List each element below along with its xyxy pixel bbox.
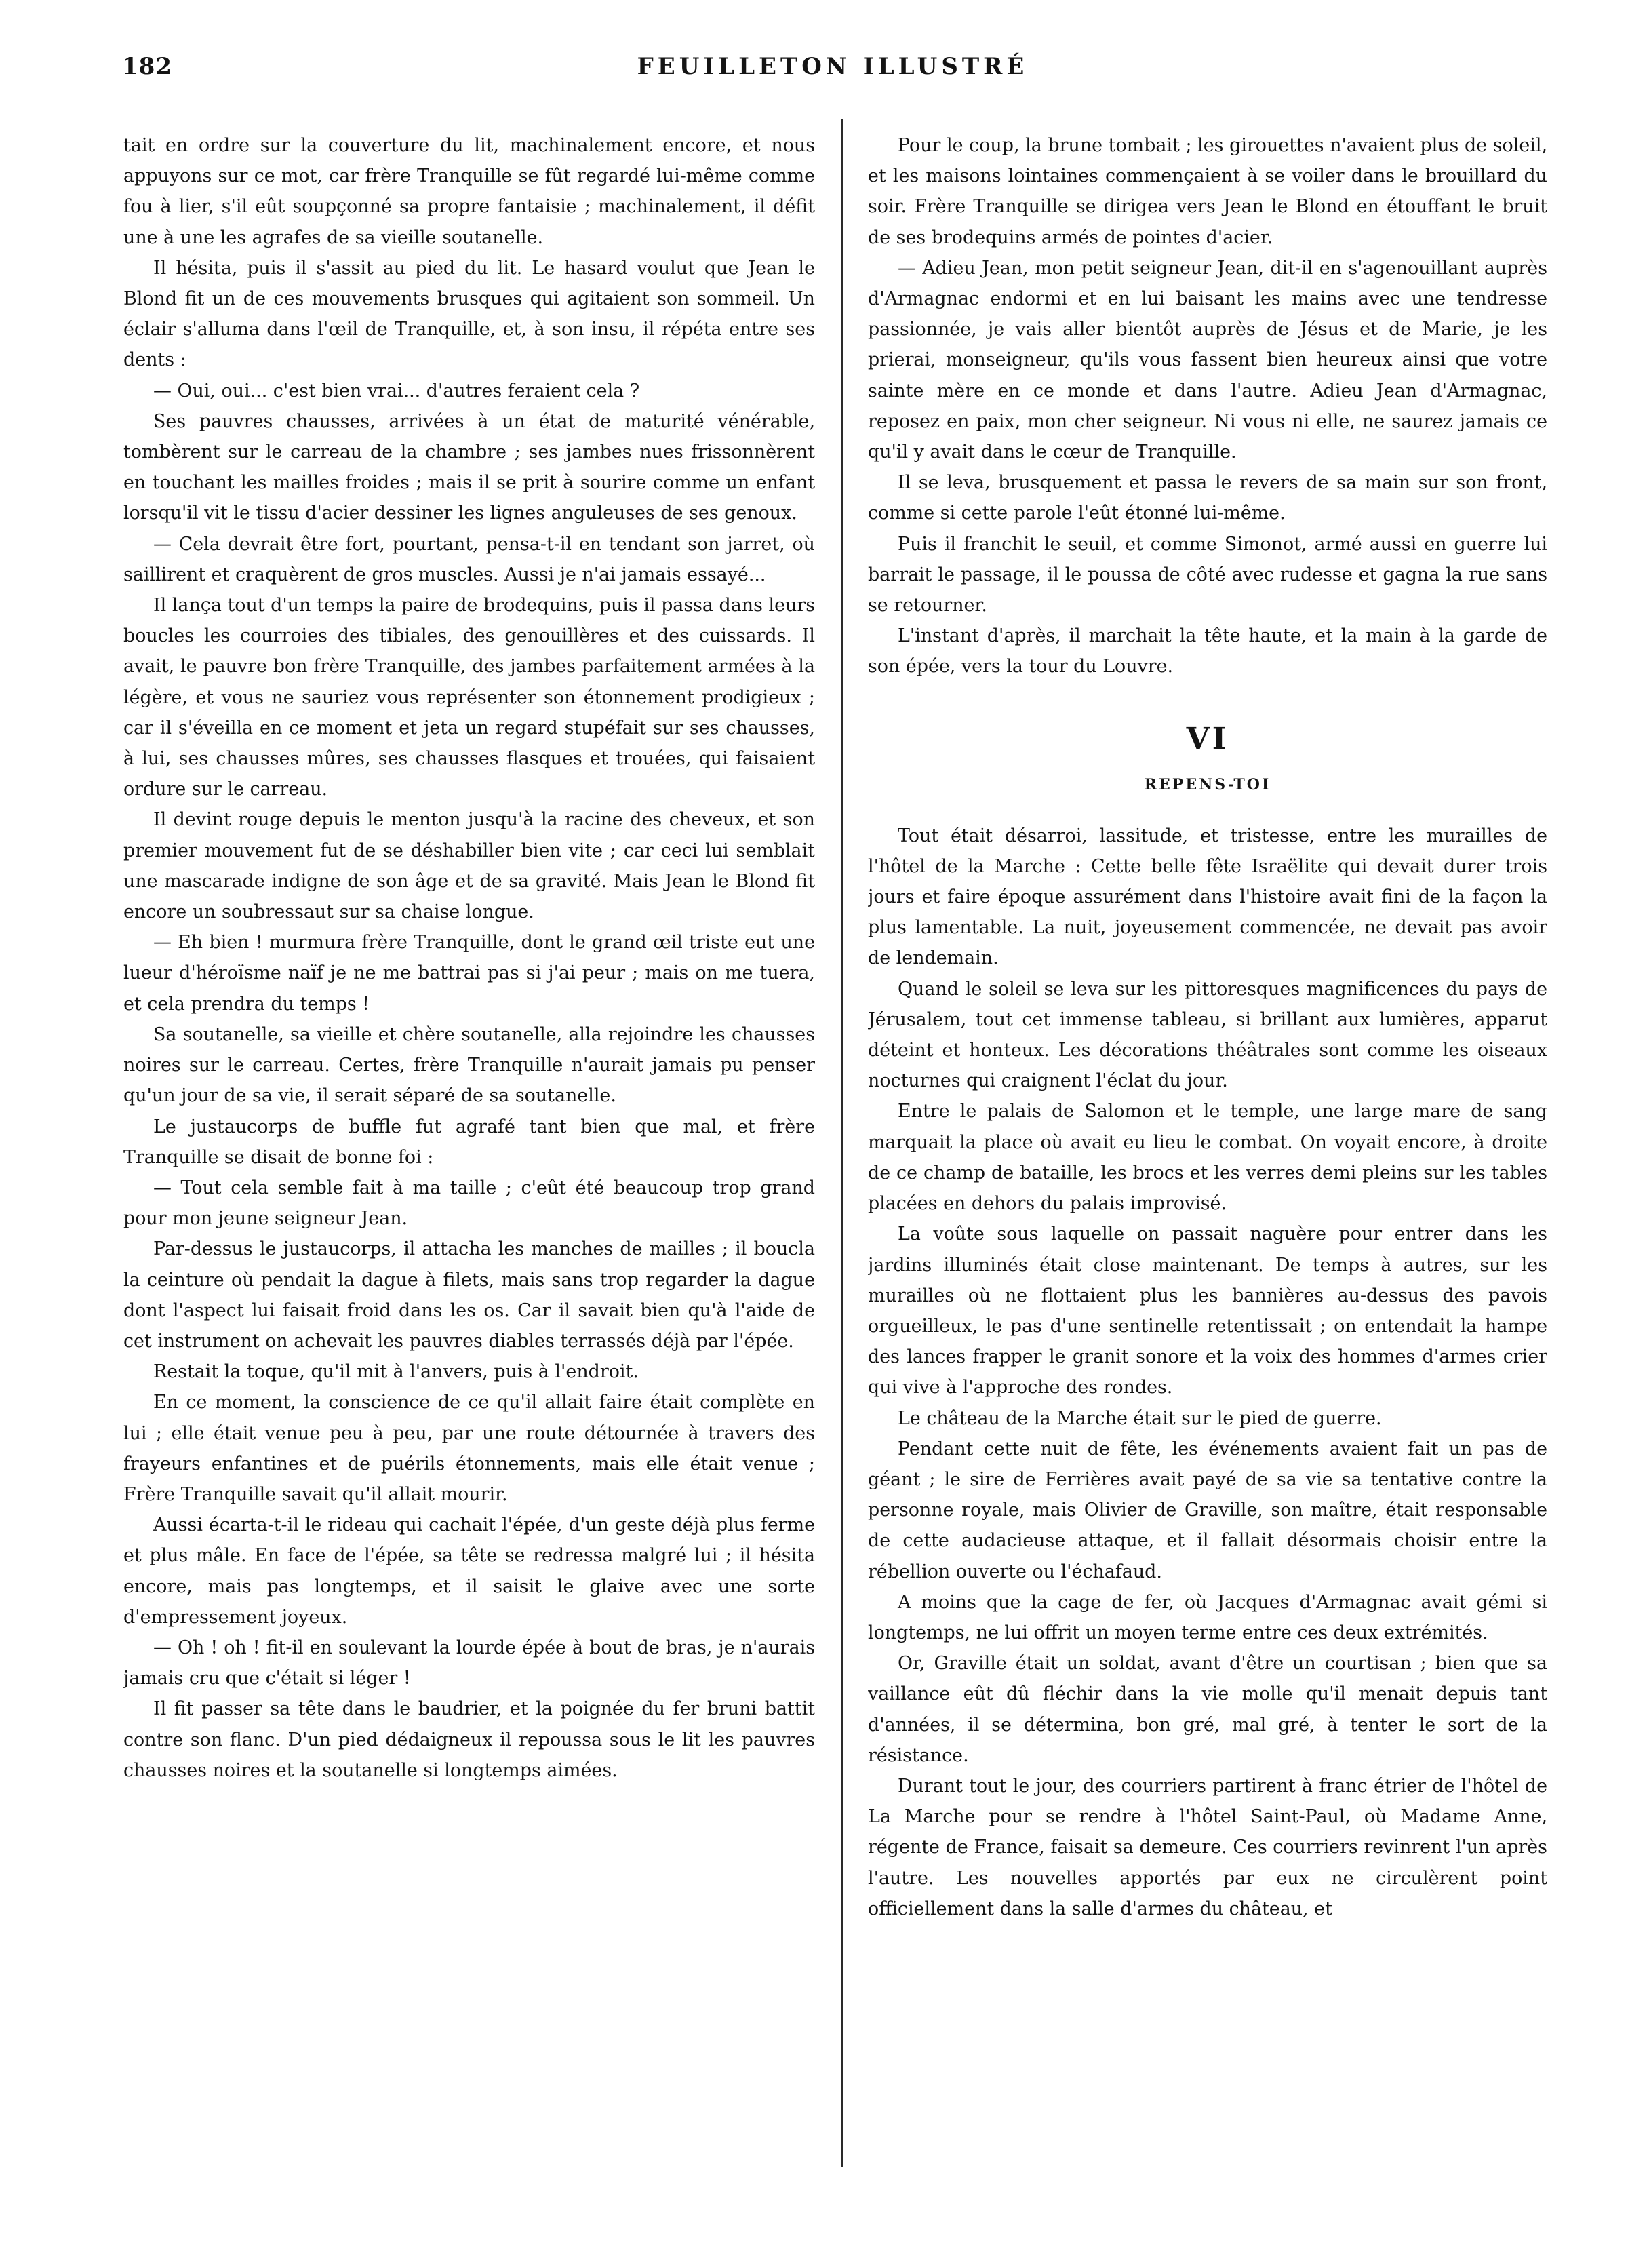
paragraph: Sa soutanelle, sa vieille et chère soutanelle, alla rejoindre les chausses noires sur le carreau. Certes, frère Tranquille n'aurait jamais pu penser qu'un jour de sa vie, il serait séparé de sa soutanelle. (123, 1023, 815, 1107)
page-number: 182 (122, 53, 172, 80)
left-column (123, 130, 815, 2178)
paragraph: Entre le palais de Salomon et le temple, une large mare de sang marquait la place où avait eu lieu le combat. On voyait encore, à droite de ce champ de bataille, les brocs et les verres demi pleins sur les tables placées en dehors du palais improvisé. (868, 1101, 1547, 1215)
paragraph: — Adieu Jean, mon petit seigneur Jean, dit-il en s'agenouillant auprès d'Armagnac endormi et en lui baisant les mains avec une tendresse passionnée, je vais aller bientôt auprès de Jésus et de Marie, je les prierai, monseigneur, qu'ils vous fassent bien heureux ainsi que votre sainte mère en ce monde et dans l'autre. Adieu Jean d'Armagnac, reposez en paix, mon cher seigneur. Ni vous ni elle, ne saurez jamais ce qu'il y avait dans le cœur de Tranquille. (868, 257, 1547, 463)
paragraph: tait en ordre sur la couverture du lit, machinalement encore, et nous appuyons sur ce mot, car frère Tranquille se fût regardé lui-même comme fou à lier, s'il eût soupçonné sa propre fantaisie ; machinalement, il défit une à une les agrafes de sa vieille soutanelle. (123, 135, 815, 248)
paragraph: — Oh ! oh ! fit-il en soulevant la lourde épée à bout de bras, je n'aurais jamais cru que c'était si léger ! (123, 1637, 815, 1689)
paragraph: Durant tout le jour, des courriers partirent à franc étrier de l'hôtel de La Marche pour se rendre à l'hôtel Saint-Paul, où Madame Anne, régente de France, faisait sa demeure. Ces courriers revinrent l'un après l'autre. Les nouvelles apportés par eux ne circulèrent point officiellement dans la salle d'armes du château, et (868, 1775, 1547, 1919)
running-title: FEUILLETON ILLUSTRÉ (637, 53, 1029, 80)
paragraph: En ce moment, la conscience de ce qu'il allait faire était complète en lui ; elle était venue peu à peu, par une route détournée à travers des frayeurs enfantines et de puérils étonnements, mais elle était venue ; Frère Tranquille savait qu'il allait mourir. (123, 1392, 815, 1505)
paragraph: L'instant d'après, il marchait la tête haute, et la main à la garde de son épée, vers la tour du Louvre. (868, 625, 1547, 678)
paragraph: Le justaucorps de buffle fut agrafé tant bien que mal, et frère Tranquille se disait de bonne foi : (123, 1116, 815, 1168)
paragraph: Il hésita, puis il s'assit au pied du lit. Le hasard voulut que Jean le Blond fit un de ces mouvements brusques qui agitaient son sommeil. Un éclair s'alluma dans l'œil de Tranquille, et, à son insu, il répéta entre ses dents : (123, 257, 815, 371)
paragraph: — Cela devrait être fort, pourtant, pensa-t-il en tendant son jarret, où saillirent et craquèrent de gros muscles. Aussi je n'ai jamais essayé... (123, 533, 815, 585)
paragraph: Il se leva, brusquement et passa le revers de sa main sur son front, comme si cette parole l'eût étonné lui-même. (868, 472, 1547, 524)
right-column (868, 130, 1547, 2178)
paragraph: A moins que la cage de fer, où Jacques d'Armagnac avait gémi si longtemps, ne lui offrit un moyen terme entre ces deux extrémités. (868, 1591, 1547, 1643)
paragraph: Quand le soleil se leva sur les pittoresques magnificences du pays de Jérusalem, tout cet immense tableau, si brillant aux lumières, apparut déteint et honteux. Les décorations théâtrales sont comme les oiseaux nocturnes qui craignent l'éclat du jour. (868, 978, 1547, 1092)
paragraph: Restait la toque, qu'il mit à l'anvers, puis à l'endroit. (153, 1361, 639, 1383)
paragraph: La voûte sous laquelle on passait naguère pour entrer dans les jardins illuminés était close maintenant. De temps à autres, sur les murailles où ne flottaient plus les bannières au-dessus des pavois orgueilleux, le pas d'une sentinelle retentissait ; on entendait la hampe des lances frapper le granit sonore et la voix des hommes d'armes crier qui vive à l'approche des rondes. (868, 1224, 1547, 1399)
page-header (122, 53, 1543, 107)
paragraph: — Tout cela semble fait à ma taille ; c'eût été beaucoup trop grand pour mon jeune seigneur Jean. (123, 1177, 815, 1230)
paragraph: Il fit passer sa tête dans le baudrier, et la poignée du fer bruni battit contre son flanc. D'un pied dédaigneux il repoussa sous le lit les pauvres chausses noires et la soutanelle si longtemps aimées. (123, 1698, 815, 1781)
paragraph: Par-dessus le justaucorps, il attacha les manches de mailles ; il boucla la ceinture où pendait la dague à filets, mais sans trop regarder la dague dont l'aspect lui faisait froid dans les os. Car il savait bien qu'à l'aide de cet instrument on achevait les pauvres diables terrassés déjà par l'épée. (123, 1238, 815, 1352)
paragraph: Le château de la Marche était sur le pied de guerre. (898, 1407, 1382, 1429)
paragraph: Il lança tout d'un temps la paire de brodequins, puis il passa dans leurs boucles les courroies des tibiales, des genouillères et des cuissards. Il avait, le pauvre bon frère Tranquille, des jambes parfaitement armées à la légère, et vous ne sauriez vous représenter son étonnement prodigieux ; car il s'éveilla en ce moment et jeta un regard stupéfait sur ses chausses, à lui, ses chausses mûres, ses chausses flasques et trouées, qui faisaient ordure sur le carreau. (123, 595, 815, 800)
paragraph: — Eh bien ! murmura frère Tranquille, dont le grand œil triste eut une lueur d'héroïsme naïf je ne me battrai pas si j'ai peur ; mais on me tuera, et cela prendra du temps ! (123, 932, 815, 1015)
paragraph: Tout était désarroi, lassitude, et tristesse, entre les murailles de l'hôtel de la Marche : Cette belle fête Israëlite qui devait durer trois jours et faire époque assurément dans l'histoire avait fini de la façon la plus lamentable. La nuit, joyeusement commencée, ne devait pas avoir de lendemain. (868, 825, 1547, 969)
chapter-title: REPENS-TOI (1144, 775, 1271, 794)
paragraph: Or, Graville était un soldat, avant d'être un courtisan ; bien que sa vaillance eût dû fléchir dans la vie molle qu'il menait depuis tant d'années, il se détermina, bon gré, mal gré, à tenter le sort de la résistance. (868, 1653, 1547, 1766)
paragraph: — Oui, oui... c'est bien vrai... d'autres feraient cela ? (153, 380, 640, 402)
chapter-number: VI (1186, 721, 1229, 756)
paragraph: Il devint rouge depuis le menton jusqu'à la racine des cheveux, et son premier mouvement fut de se déshabiller bien vite ; car ceci lui semblait une mascarade indigne de son âge et de sa gravité. Mais Jean le Blond fit encore un soubressaut sur sa chaise longue. (123, 809, 815, 923)
header-rule (122, 102, 1543, 104)
paragraph: Aussi écarta-t-il le rideau qui cachait l'épée, d'un geste déjà plus ferme et plus mâle. En face de l'épée, sa tête se redressa malgré lui ; il hésita encore, mais pas longtemps, et il saisit le glaive avec une sorte d'empressement joyeux. (123, 1514, 815, 1628)
paragraph: Ses pauvres chausses, arrivées à un état de maturité vénérable, tombèrent sur le carreau de la chambre ; ses jambes nues frissonnèrent en touchant les mailles froides ; mais il se prit à sourire comme un enfant lorsqu'il vit le tissu d'acier dessiner les lignes anguleuses de ses genoux. (123, 410, 815, 524)
paragraph: Pour le coup, la brune tombait ; les girouettes n'avaient plus de soleil, et les maisons lointaines commençaient à se voiler dans le brouillard du soir. Frère Tranquille se dirigea vers Jean le Blond en étouffant le bruit de ses brodequins armés de pointes d'acier. (868, 135, 1547, 248)
paragraph: Puis il franchit le seuil, et comme Simonot, armé aussi en guerre lui barrait le passage, il le poussa de côté avec rudesse et gagna la rue sans se retourner. (868, 533, 1547, 617)
paragraph: Pendant cette nuit de fête, les événements avaient fait un pas de géant ; le sire de Ferrières avait payé de sa vie sa tentative contre la personne royale, mais Olivier de Graville, son maître, était responsable de cette audacieuse attaque, et il fallait désormais choisir entre la rébellion ouverte ou l'échafaud. (868, 1438, 1547, 1582)
column-divider (841, 119, 843, 2167)
